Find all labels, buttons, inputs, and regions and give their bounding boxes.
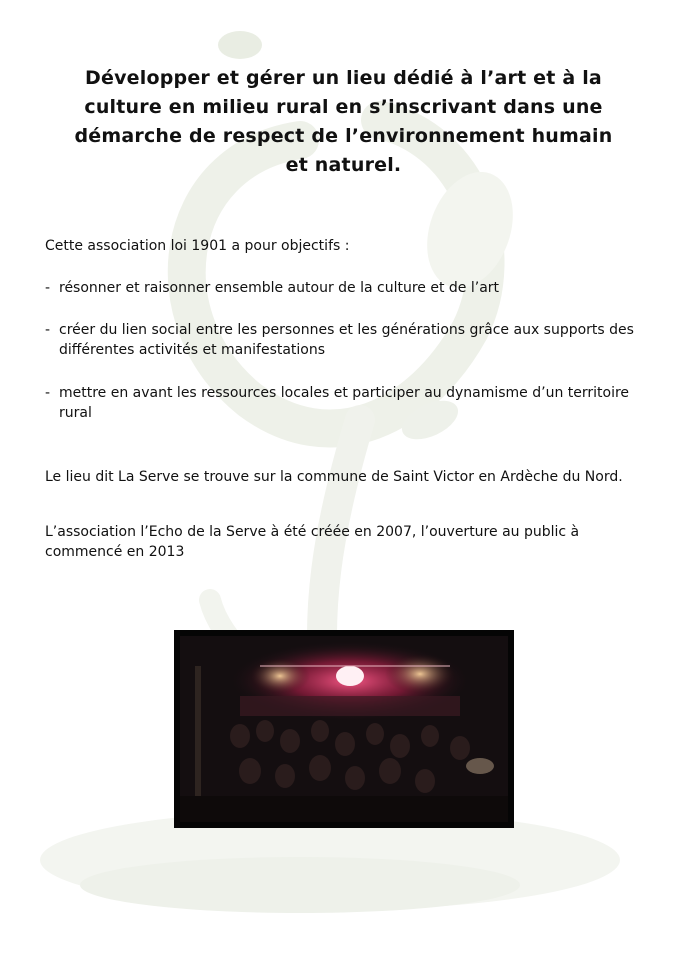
objective-text: résonner et raisonner ensemble autour de la culture et de l’art — [59, 280, 500, 296]
objective-text: mettre en avant les ressources locales et participer au dynamisme d’un territoire rural — [59, 385, 630, 421]
objective-text: créer du lien social entre les personnes et les générations grâce aux supports des différentes activités et manifestations — [59, 322, 634, 358]
objective-item — [45, 320, 641, 360]
concert-photo — [180, 636, 508, 822]
bullet-dash: - — [45, 280, 51, 296]
location-paragraph: Le lieu dit La Serve se trouve sur la commune de Saint Victor en Ardèche du Nord. — [45, 469, 623, 485]
concert-scene-image — [180, 636, 508, 822]
objective-item — [45, 383, 641, 423]
objective-item — [45, 278, 641, 298]
objectives-intro: Cette association loi 1901 a pour objectifs : — [45, 238, 350, 254]
bullet-dash: - — [45, 385, 51, 401]
page-headline: Développer et gérer un lieu dédié à l’art et à la culture en milieu rural en s’inscrivant dans une démarche de respect de l’environnement humain et naturel. — [74, 67, 613, 176]
bullet-dash: - — [45, 322, 51, 338]
history-paragraph: L’association l’Echo de la Serve à été créée en 2007, l’ouverture au public à commencé en 2013 — [45, 524, 580, 560]
